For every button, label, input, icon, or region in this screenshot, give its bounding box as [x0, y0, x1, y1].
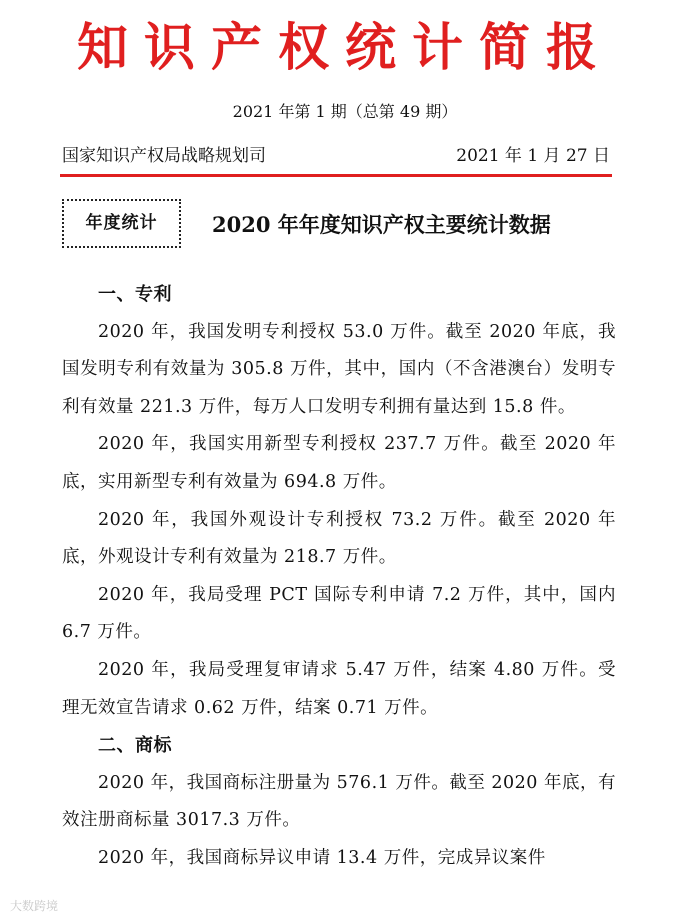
- masthead-title: 知识产权统计简报: [76, 18, 613, 78]
- issue-date: 2021 年 1 月 27 日: [456, 146, 610, 166]
- red-divider: [60, 174, 612, 177]
- paragraph: 2020 年，我国实用新型专利授权 237.7 万件。截至 2020 年底，实用新型专利有效量为 694.8 万件。: [62, 434, 616, 492]
- section-trademarks: [62, 727, 616, 877]
- paragraph: 2020 年，我国发明专利授权 53.0 万件。截至 2020 年底，我国发明专利有效量为 305.8 万件，其中，国内（不含港澳台）发明专利有效量 221.3 万件，每万人口发明专利拥有量达到 15.8 件。: [62, 321, 616, 417]
- section-heading: 二、商标: [98, 735, 172, 757]
- paragraph: 2020 年，我局受理 PCT 国际专利申请 7.2 万件，其中，国内 6.7 万件。: [62, 584, 616, 643]
- category-stamp: 年度统计: [62, 199, 181, 248]
- section-heading: 一、专利: [98, 284, 172, 305]
- document-title: 2020 年年度知识产权主要统计数据: [212, 212, 551, 237]
- issuing-organization: 国家知识产权局战略规划司: [62, 146, 266, 166]
- paragraph: 2020 年，我国商标异议申请 13.4 万件，完成异议案件: [98, 847, 546, 868]
- meta-row: [62, 143, 610, 169]
- document-body: [62, 276, 616, 878]
- issue-number: 2021 年第 1 期（总第 49 期）: [232, 102, 458, 121]
- paragraph: 2020 年，我局受理复审请求 5.47 万件，结案 4.80 万件。受理无效宣告请求 0.62 万件，结案 0.71 万件。: [62, 659, 616, 718]
- watermark-logo: 大数跨境: [10, 899, 59, 913]
- paragraph: 2020 年，我国外观设计专利授权 73.2 万件。截至 2020 年底，外观设计专利有效量为 218.7 万件。: [62, 509, 616, 568]
- section-patents: [62, 276, 616, 727]
- paragraph: 2020 年，我国商标注册量为 576.1 万件。截至 2020 年底，有效注册商标量 3017.3 万件。: [62, 772, 616, 831]
